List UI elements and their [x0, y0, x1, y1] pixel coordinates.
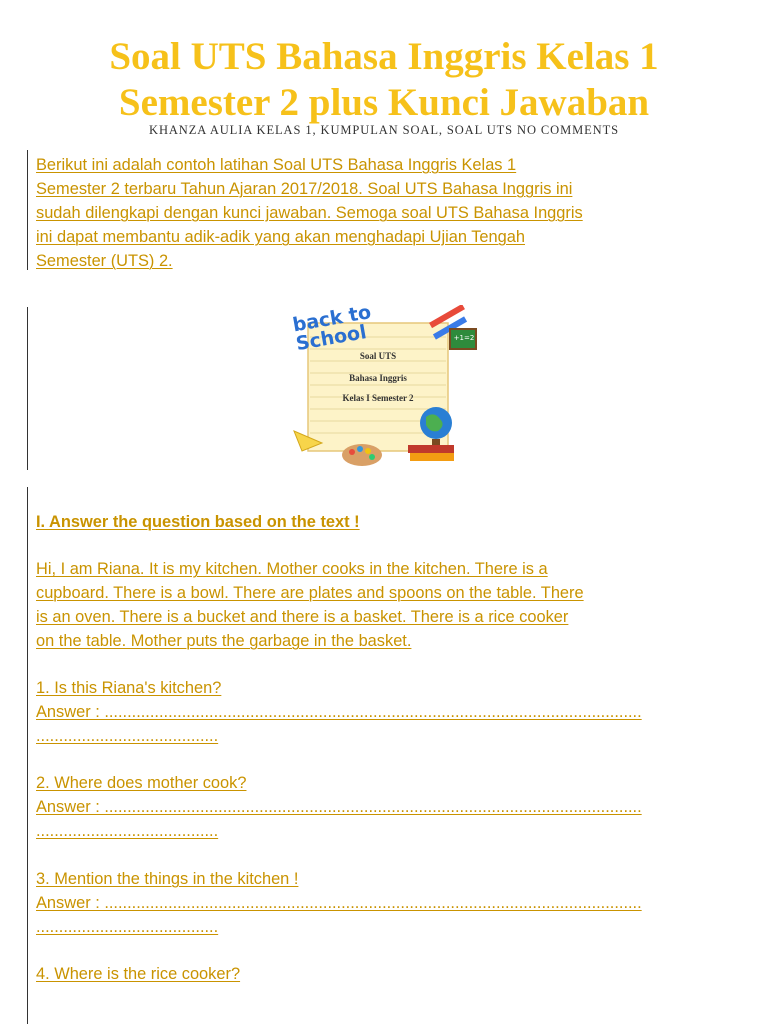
- question-block[interactable]: [36, 771, 736, 843]
- page-title: [0, 34, 768, 126]
- answer-line[interactable]: Answer : ......................................................................................................................: [36, 798, 642, 816]
- answer-line[interactable]: Answer : ......................................................................................................................: [36, 894, 642, 912]
- passage-line[interactable]: on the table. Mother puts the garbage in the basket.: [36, 632, 412, 650]
- answer-line-continued[interactable]: ........................................: [36, 822, 219, 840]
- question-block[interactable]: [36, 676, 736, 748]
- quote-bar-content: [27, 487, 28, 1024]
- question-block[interactable]: [36, 867, 736, 939]
- intro-line[interactable]: Berikut ini adalah contoh latihan Soal UTS Bahasa Inggris Kelas 1: [36, 156, 517, 174]
- intro-line[interactable]: Semester 2 terbaru Tahun Ajaran 2017/2018. Soal UTS Bahasa Inggris ini: [36, 180, 573, 198]
- passage-line[interactable]: cupboard. There is a bowl. There are plates and spoons on the table. There: [36, 584, 584, 602]
- title-line-1: Soal UTS Bahasa Inggris Kelas 1: [109, 35, 659, 78]
- back-to-school-illustration: [288, 301, 480, 469]
- question-text[interactable]: 1. Is this Riana's kitchen?: [36, 679, 222, 697]
- intro-line[interactable]: ini dapat membantu adik-adik yang akan menghadapi Ujian Tengah: [36, 228, 526, 246]
- answer-line[interactable]: Answer : ......................................................................................................................: [36, 703, 642, 721]
- question-text[interactable]: 2. Where does mother cook?: [36, 774, 247, 792]
- image-line-3: Kelas I Semester 2: [342, 393, 414, 403]
- math-board-text: +1=2: [453, 334, 475, 342]
- question-text[interactable]: 4. Where is the rice cooker?: [36, 965, 241, 983]
- intro-paragraph[interactable]: [36, 153, 736, 273]
- intro-line[interactable]: Semester (UTS) 2.: [36, 252, 173, 270]
- title-line-2: Semester 2 plus Kunci Jawaban: [118, 81, 650, 124]
- answer-line-continued[interactable]: ........................................: [36, 918, 219, 936]
- banner-text: back to School: [291, 301, 373, 356]
- question-text[interactable]: 3. Mention the things in the kitchen !: [36, 870, 299, 888]
- quote-bar-intro: [27, 150, 28, 270]
- passage-line[interactable]: Hi, I am Riana. It is my kitchen. Mother cooks in the kitchen. There is a: [36, 560, 548, 578]
- quote-bar-image: [27, 307, 28, 470]
- intro-line[interactable]: sudah dilengkapi dengan kunci jawaban. Semoga soal UTS Bahasa Inggris: [36, 204, 583, 222]
- question-block[interactable]: [36, 962, 736, 986]
- image-line-2: Bahasa Inggris: [349, 373, 407, 383]
- section-heading[interactable]: I. Answer the question based on the text !: [36, 513, 360, 531]
- passage-line[interactable]: is an oven. There is a bucket and there is a basket. There is a rice cooker: [36, 608, 569, 626]
- reading-passage[interactable]: [36, 557, 736, 653]
- image-line-1: Soal UTS: [359, 351, 397, 361]
- post-meta: KHANZA AULIA KELAS 1, KUMPULAN SOAL, SOAL UTS NO COMMENTS: [149, 123, 619, 137]
- answer-line-continued[interactable]: ........................................: [36, 727, 219, 745]
